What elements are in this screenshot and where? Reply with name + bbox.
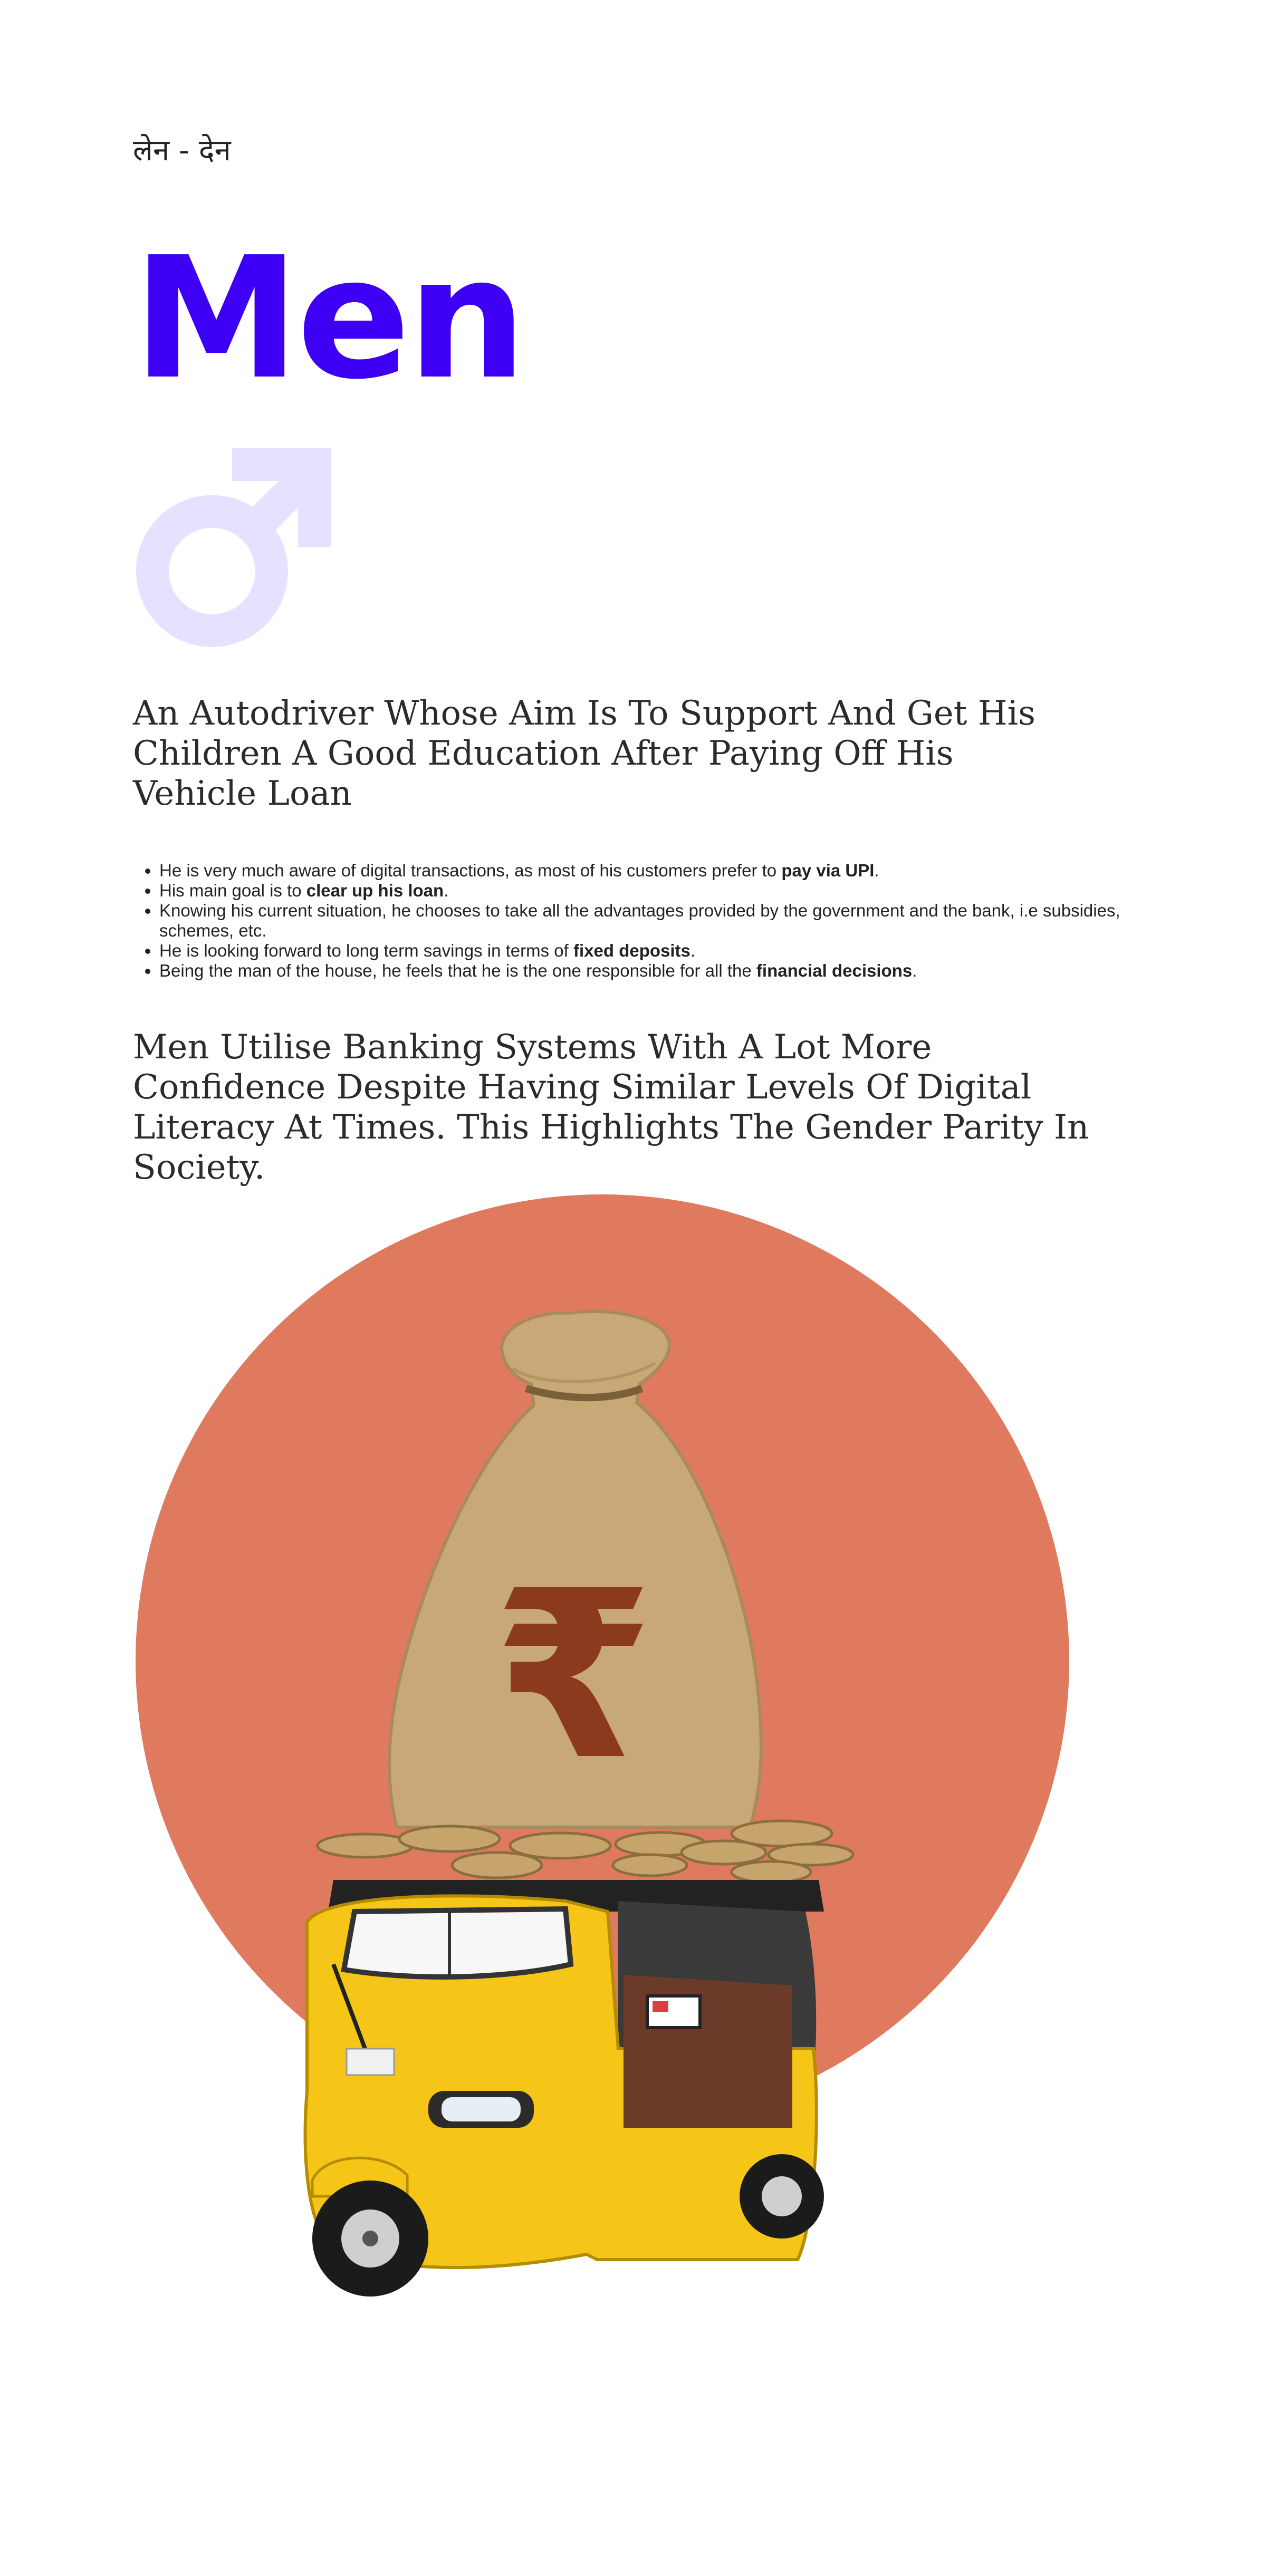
autorickshaw-icon [305,1880,824,2297]
list-item: • Knowing his current situation, he chooses to take all the advantages provided by the government and the bank, i.e subsidies, schemes, etc. [159,901,1162,941]
insight-heading: Men Utilise Banking Systems With A Lot More Confidence Despite Having Similar Levels Of Digital Literacy At Times. This Highlights The Gender Parity In Society. [133,1028,1089,1187]
list-item: • He is very much aware of digital transactions, as most of his customers prefer to pay via UPI. [159,861,1162,881]
svg-text:₹: ₹ [492,1541,655,1811]
traits-list [133,861,1162,981]
list-item: • Being the man of the house, he feels that he is the one responsible for all the financial decisions. [159,961,1162,981]
brand-logo-text: लेन - देन [133,133,231,168]
male-symbol-icon [133,448,331,649]
page-title: Men [133,221,524,416]
persona-goal-heading: An Autodriver Whose Aim Is To Support And Get His Children A Good Education After Paying Off His Vehicle Loan [133,694,1035,813]
autorickshaw-money-bag-illustration [133,1194,1072,2376]
list-item: • He is looking forward to long term savings in terms of fixed deposits. [159,941,1162,961]
list-item: • His main goal is to clear up his loan. [159,881,1162,901]
